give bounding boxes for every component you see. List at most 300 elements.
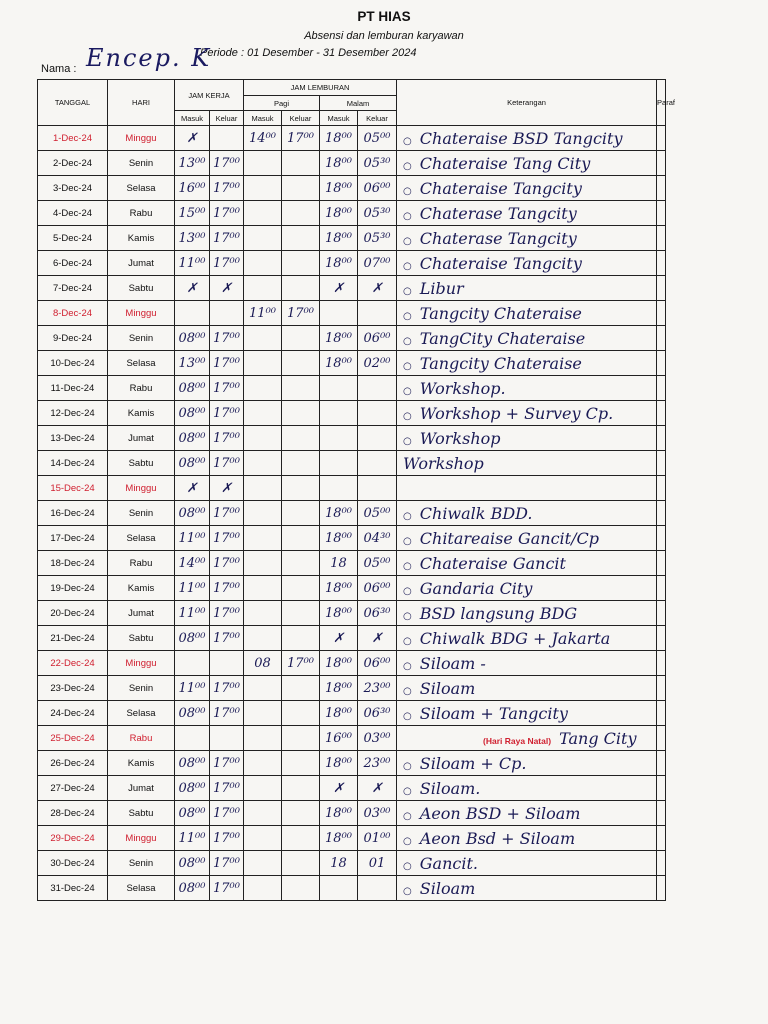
pagi-masuk-cell bbox=[244, 476, 282, 501]
malam-keluar-cell: 05⁰⁰ bbox=[358, 501, 397, 526]
malam-keluar-cell: 06⁰⁰ bbox=[358, 651, 397, 676]
paraf-cell bbox=[657, 226, 666, 251]
paraf-cell bbox=[657, 651, 666, 676]
day-cell: Sabtu bbox=[108, 801, 175, 826]
paraf-cell bbox=[657, 576, 666, 601]
kerja-keluar-cell: 17⁰⁰ bbox=[210, 251, 244, 276]
table-row bbox=[38, 376, 666, 401]
malam-masuk-cell: ✗ bbox=[320, 626, 358, 651]
kerja-masuk-cell: 11⁰⁰ bbox=[175, 601, 210, 626]
malam-masuk-cell: 18⁰⁰ bbox=[320, 526, 358, 551]
malam-keluar-cell: 05⁰⁰ bbox=[358, 126, 397, 151]
table-row bbox=[38, 151, 666, 176]
day-cell: Selasa bbox=[108, 176, 175, 201]
pagi-keluar-cell bbox=[282, 551, 320, 576]
paraf-cell bbox=[657, 151, 666, 176]
bullet-icon: ○ bbox=[403, 210, 412, 222]
day-cell: Minggu bbox=[108, 476, 175, 501]
kerja-keluar-cell: 17⁰⁰ bbox=[210, 551, 244, 576]
bullet-icon: ○ bbox=[403, 185, 412, 197]
pagi-masuk-cell bbox=[244, 701, 282, 726]
keterangan-text: Libur bbox=[419, 278, 464, 298]
malam-masuk-cell bbox=[320, 426, 358, 451]
kerja-masuk-cell: 08⁰⁰ bbox=[175, 451, 210, 476]
malam-masuk-cell: 18⁰⁰ bbox=[320, 126, 358, 151]
keterangan-text: Chateraise BSD Tangcity bbox=[419, 128, 623, 148]
date-cell: 13-Dec-24 bbox=[38, 426, 108, 451]
keterangan-cell bbox=[397, 326, 657, 351]
pagi-masuk-cell bbox=[244, 876, 282, 901]
pagi-keluar-cell bbox=[282, 526, 320, 551]
keterangan-cell bbox=[397, 551, 657, 576]
kerja-masuk-cell: 08⁰⁰ bbox=[175, 701, 210, 726]
keterangan-cell bbox=[397, 701, 657, 726]
paraf-cell bbox=[657, 376, 666, 401]
pagi-keluar-cell bbox=[282, 576, 320, 601]
day-cell: Kamis bbox=[108, 401, 175, 426]
kerja-keluar-cell: 17⁰⁰ bbox=[210, 601, 244, 626]
pagi-masuk-cell bbox=[244, 801, 282, 826]
day-cell: Jumat bbox=[108, 601, 175, 626]
malam-keluar-cell: 06³⁰ bbox=[358, 601, 397, 626]
keterangan-cell bbox=[397, 651, 657, 676]
malam-keluar-cell: 03⁰⁰ bbox=[358, 726, 397, 751]
keterangan-text: Chateraise Tang City bbox=[419, 153, 591, 173]
date-cell: 27-Dec-24 bbox=[38, 776, 108, 801]
malam-keluar-cell: 06⁰⁰ bbox=[358, 176, 397, 201]
keterangan-text: Siloam bbox=[419, 878, 476, 898]
malam-keluar-cell: 04³⁰ bbox=[358, 526, 397, 551]
keterangan-cell bbox=[397, 801, 657, 826]
day-cell: Rabu bbox=[108, 376, 175, 401]
pagi-masuk-cell bbox=[244, 351, 282, 376]
paraf-cell bbox=[657, 801, 666, 826]
keterangan-text: Chateraise Gancit bbox=[419, 553, 566, 573]
date-cell: 11-Dec-24 bbox=[38, 376, 108, 401]
malam-keluar-cell: 05³⁰ bbox=[358, 226, 397, 251]
table-row bbox=[38, 551, 666, 576]
header-malam-keluar: Keluar bbox=[358, 111, 397, 126]
pagi-keluar-cell bbox=[282, 501, 320, 526]
pagi-masuk-cell bbox=[244, 451, 282, 476]
pagi-keluar-cell bbox=[282, 226, 320, 251]
day-cell: Senin bbox=[108, 151, 175, 176]
table-row bbox=[38, 626, 666, 651]
table-row bbox=[38, 476, 666, 501]
date-cell: 6-Dec-24 bbox=[38, 251, 108, 276]
kerja-masuk-cell bbox=[175, 651, 210, 676]
company-title: PT HIAS bbox=[357, 9, 411, 24]
keterangan-cell bbox=[397, 826, 657, 851]
pagi-masuk-cell bbox=[244, 826, 282, 851]
malam-masuk-cell: 18⁰⁰ bbox=[320, 501, 358, 526]
pagi-masuk-cell bbox=[244, 576, 282, 601]
day-cell: Senin bbox=[108, 326, 175, 351]
date-cell: 31-Dec-24 bbox=[38, 876, 108, 901]
table-row bbox=[38, 851, 666, 876]
day-cell: Jumat bbox=[108, 251, 175, 276]
keterangan-cell bbox=[397, 601, 657, 626]
day-cell: Selasa bbox=[108, 876, 175, 901]
day-cell: Rabu bbox=[108, 726, 175, 751]
kerja-masuk-cell bbox=[175, 301, 210, 326]
malam-masuk-cell: 18⁰⁰ bbox=[320, 826, 358, 851]
pagi-keluar-cell bbox=[282, 151, 320, 176]
kerja-masuk-cell: 08⁰⁰ bbox=[175, 851, 210, 876]
bullet-icon: ○ bbox=[403, 810, 412, 822]
malam-masuk-cell: 18⁰⁰ bbox=[320, 201, 358, 226]
keterangan-text: TangCity Chateraise bbox=[419, 328, 586, 348]
day-cell: Kamis bbox=[108, 576, 175, 601]
keterangan-text: Chaterase Tangcity bbox=[419, 228, 577, 248]
table-row bbox=[38, 326, 666, 351]
pagi-keluar-cell bbox=[282, 451, 320, 476]
malam-masuk-cell: 18⁰⁰ bbox=[320, 576, 358, 601]
day-cell: Jumat bbox=[108, 426, 175, 451]
keterangan-text: Tangcity Chateraise bbox=[419, 353, 582, 373]
table-row bbox=[38, 526, 666, 551]
kerja-keluar-cell: 17⁰⁰ bbox=[210, 626, 244, 651]
paraf-cell bbox=[657, 776, 666, 801]
keterangan-text: Tangcity Chateraise bbox=[419, 303, 582, 323]
holiday-note: (Hari Raya Natal) bbox=[483, 735, 552, 746]
pagi-masuk-cell bbox=[244, 251, 282, 276]
keterangan-text: Tang City bbox=[559, 728, 637, 748]
day-cell: Kamis bbox=[108, 751, 175, 776]
table-row bbox=[38, 776, 666, 801]
pagi-masuk-cell bbox=[244, 776, 282, 801]
bullet-icon: ○ bbox=[403, 660, 412, 672]
pagi-masuk-cell bbox=[244, 601, 282, 626]
kerja-masuk-cell: ✗ bbox=[175, 276, 210, 301]
bullet-icon: ○ bbox=[403, 560, 412, 572]
date-cell: 19-Dec-24 bbox=[38, 576, 108, 601]
kerja-keluar-cell: 17⁰⁰ bbox=[210, 751, 244, 776]
malam-masuk-cell bbox=[320, 401, 358, 426]
paraf-cell bbox=[657, 851, 666, 876]
kerja-keluar-cell: 17⁰⁰ bbox=[210, 326, 244, 351]
malam-keluar-cell bbox=[358, 451, 397, 476]
keterangan-text: Workshop. bbox=[419, 378, 506, 398]
pagi-keluar-cell bbox=[282, 626, 320, 651]
paraf-cell bbox=[657, 326, 666, 351]
keterangan-text: Gancit. bbox=[419, 853, 478, 873]
date-cell: 17-Dec-24 bbox=[38, 526, 108, 551]
kerja-masuk-cell bbox=[175, 726, 210, 751]
malam-masuk-cell: 18⁰⁰ bbox=[320, 701, 358, 726]
malam-masuk-cell: 18⁰⁰ bbox=[320, 351, 358, 376]
pagi-keluar-cell bbox=[282, 851, 320, 876]
pagi-keluar-cell bbox=[282, 351, 320, 376]
header-jam-kerja: JAM KERJA bbox=[175, 80, 244, 111]
attendance-table bbox=[37, 79, 675, 901]
day-cell: Rabu bbox=[108, 201, 175, 226]
paraf-cell bbox=[657, 826, 666, 851]
keterangan-cell bbox=[397, 401, 657, 426]
malam-keluar-cell: 05⁰⁰ bbox=[358, 551, 397, 576]
kerja-masuk-cell: 11⁰⁰ bbox=[175, 826, 210, 851]
malam-masuk-cell: 18⁰⁰ bbox=[320, 176, 358, 201]
day-cell: Minggu bbox=[108, 126, 175, 151]
bullet-icon: ○ bbox=[403, 860, 412, 872]
malam-masuk-cell: 18 bbox=[320, 851, 358, 876]
kerja-keluar-cell: 17⁰⁰ bbox=[210, 151, 244, 176]
pagi-masuk-cell bbox=[244, 726, 282, 751]
date-cell: 29-Dec-24 bbox=[38, 826, 108, 851]
date-cell: 12-Dec-24 bbox=[38, 401, 108, 426]
malam-keluar-cell: 05³⁰ bbox=[358, 151, 397, 176]
kerja-keluar-cell bbox=[210, 726, 244, 751]
keterangan-cell bbox=[397, 526, 657, 551]
day-cell: Selasa bbox=[108, 526, 175, 551]
date-cell: 25-Dec-24 bbox=[38, 726, 108, 751]
pagi-keluar-cell bbox=[282, 751, 320, 776]
header-paraf: Paraf bbox=[657, 80, 666, 126]
kerja-masuk-cell: 08⁰⁰ bbox=[175, 626, 210, 651]
kerja-masuk-cell: 08⁰⁰ bbox=[175, 776, 210, 801]
table-row bbox=[38, 451, 666, 476]
pagi-keluar-cell: 17⁰⁰ bbox=[282, 651, 320, 676]
kerja-keluar-cell bbox=[210, 301, 244, 326]
bullet-icon: ○ bbox=[403, 260, 412, 272]
header-malam-masuk: Masuk bbox=[320, 111, 358, 126]
malam-keluar-cell: 02⁰⁰ bbox=[358, 351, 397, 376]
table-row bbox=[38, 701, 666, 726]
bullet-icon: ○ bbox=[403, 285, 412, 297]
kerja-masuk-cell: 15⁰⁰ bbox=[175, 201, 210, 226]
day-cell: Minggu bbox=[108, 826, 175, 851]
table-row bbox=[38, 826, 666, 851]
paraf-cell bbox=[657, 701, 666, 726]
malam-keluar-cell bbox=[358, 301, 397, 326]
day-cell: Senin bbox=[108, 501, 175, 526]
malam-keluar-cell: 01 bbox=[358, 851, 397, 876]
date-cell: 24-Dec-24 bbox=[38, 701, 108, 726]
paraf-cell bbox=[657, 301, 666, 326]
malam-masuk-cell: ✗ bbox=[320, 276, 358, 301]
pagi-masuk-cell bbox=[244, 426, 282, 451]
keterangan-cell bbox=[397, 126, 657, 151]
keterangan-cell bbox=[397, 251, 657, 276]
bullet-icon: ○ bbox=[403, 635, 412, 647]
bullet-icon: ○ bbox=[403, 435, 412, 447]
table-row bbox=[38, 226, 666, 251]
date-cell: 3-Dec-24 bbox=[38, 176, 108, 201]
pagi-masuk-cell bbox=[244, 551, 282, 576]
table-row bbox=[38, 301, 666, 326]
date-cell: 10-Dec-24 bbox=[38, 351, 108, 376]
keterangan-cell bbox=[397, 426, 657, 451]
kerja-keluar-cell: 17⁰⁰ bbox=[210, 851, 244, 876]
malam-masuk-cell: 18 bbox=[320, 551, 358, 576]
day-cell: Senin bbox=[108, 851, 175, 876]
pagi-keluar-cell bbox=[282, 201, 320, 226]
malam-keluar-cell: 06⁰⁰ bbox=[358, 326, 397, 351]
keterangan-cell bbox=[397, 751, 657, 776]
malam-keluar-cell: 03⁰⁰ bbox=[358, 801, 397, 826]
day-cell: Selasa bbox=[108, 351, 175, 376]
date-cell: 26-Dec-24 bbox=[38, 751, 108, 776]
keterangan-cell bbox=[397, 576, 657, 601]
kerja-masuk-cell: 11⁰⁰ bbox=[175, 526, 210, 551]
paraf-cell bbox=[657, 201, 666, 226]
paraf-cell bbox=[657, 501, 666, 526]
bullet-icon: ○ bbox=[403, 685, 412, 697]
malam-masuk-cell bbox=[320, 301, 358, 326]
paraf-cell bbox=[657, 126, 666, 151]
keterangan-cell bbox=[397, 876, 657, 901]
paraf-cell bbox=[657, 276, 666, 301]
bullet-icon: ○ bbox=[403, 310, 412, 322]
pagi-masuk-cell bbox=[244, 326, 282, 351]
pagi-keluar-cell bbox=[282, 676, 320, 701]
header-pagi-keluar: Keluar bbox=[282, 111, 320, 126]
pagi-masuk-cell bbox=[244, 276, 282, 301]
malam-keluar-cell: 05³⁰ bbox=[358, 201, 397, 226]
kerja-masuk-cell: 11⁰⁰ bbox=[175, 251, 210, 276]
paraf-cell bbox=[657, 751, 666, 776]
date-cell: 20-Dec-24 bbox=[38, 601, 108, 626]
table-row bbox=[38, 201, 666, 226]
kerja-keluar-cell: 17⁰⁰ bbox=[210, 401, 244, 426]
pagi-keluar-cell bbox=[282, 476, 320, 501]
kerja-keluar-cell: 17⁰⁰ bbox=[210, 201, 244, 226]
malam-keluar-cell: ✗ bbox=[358, 276, 397, 301]
pagi-keluar-cell bbox=[282, 401, 320, 426]
malam-masuk-cell: 18⁰⁰ bbox=[320, 226, 358, 251]
kerja-keluar-cell: 17⁰⁰ bbox=[210, 226, 244, 251]
kerja-masuk-cell: ✗ bbox=[175, 476, 210, 501]
kerja-masuk-cell: 11⁰⁰ bbox=[175, 576, 210, 601]
table-row bbox=[38, 576, 666, 601]
malam-keluar-cell: 23⁰⁰ bbox=[358, 676, 397, 701]
kerja-keluar-cell: 17⁰⁰ bbox=[210, 826, 244, 851]
pagi-masuk-cell bbox=[244, 501, 282, 526]
malam-masuk-cell: 18⁰⁰ bbox=[320, 151, 358, 176]
malam-masuk-cell bbox=[320, 876, 358, 901]
kerja-masuk-cell: 08⁰⁰ bbox=[175, 326, 210, 351]
date-cell: 9-Dec-24 bbox=[38, 326, 108, 351]
day-cell: Jumat bbox=[108, 776, 175, 801]
keterangan-text: Chitareaise Gancit/Cp bbox=[419, 528, 599, 548]
pagi-keluar-cell bbox=[282, 326, 320, 351]
keterangan-text: Siloam. bbox=[419, 778, 481, 798]
date-cell: 30-Dec-24 bbox=[38, 851, 108, 876]
paraf-cell bbox=[657, 401, 666, 426]
day-cell: Sabtu bbox=[108, 626, 175, 651]
bullet-icon: ○ bbox=[403, 510, 412, 522]
malam-keluar-cell: 01⁰⁰ bbox=[358, 826, 397, 851]
date-cell: 23-Dec-24 bbox=[38, 676, 108, 701]
table-row bbox=[38, 426, 666, 451]
pagi-masuk-cell bbox=[244, 526, 282, 551]
pagi-masuk-cell: 11⁰⁰ bbox=[244, 301, 282, 326]
paraf-cell bbox=[657, 676, 666, 701]
kerja-keluar-cell: 17⁰⁰ bbox=[210, 451, 244, 476]
keterangan-text: Workshop bbox=[419, 428, 501, 448]
keterangan-cell bbox=[397, 851, 657, 876]
day-cell: Rabu bbox=[108, 551, 175, 576]
header-malam: Malam bbox=[320, 96, 397, 111]
paraf-cell bbox=[657, 526, 666, 551]
pagi-keluar-cell bbox=[282, 776, 320, 801]
table-row bbox=[38, 876, 666, 901]
day-cell: Selasa bbox=[108, 701, 175, 726]
pagi-keluar-cell: 17⁰⁰ bbox=[282, 301, 320, 326]
paraf-cell bbox=[657, 351, 666, 376]
keterangan-cell bbox=[397, 451, 657, 476]
keterangan-cell bbox=[397, 626, 657, 651]
malam-masuk-cell: 18⁰⁰ bbox=[320, 601, 358, 626]
pagi-masuk-cell bbox=[244, 376, 282, 401]
date-cell: 5-Dec-24 bbox=[38, 226, 108, 251]
kerja-keluar-cell: 17⁰⁰ bbox=[210, 701, 244, 726]
malam-masuk-cell: 16⁰⁰ bbox=[320, 726, 358, 751]
malam-keluar-cell bbox=[358, 476, 397, 501]
bullet-icon: ○ bbox=[403, 135, 412, 147]
date-cell: 21-Dec-24 bbox=[38, 626, 108, 651]
keterangan-text: Chaterase Tangcity bbox=[419, 203, 577, 223]
pagi-keluar-cell bbox=[282, 276, 320, 301]
date-cell: 16-Dec-24 bbox=[38, 501, 108, 526]
keterangan-text: Gandaria City bbox=[419, 578, 533, 598]
malam-keluar-cell: ✗ bbox=[358, 776, 397, 801]
keterangan-cell bbox=[397, 676, 657, 701]
malam-masuk-cell bbox=[320, 376, 358, 401]
keterangan-text: BSD langsung BDG bbox=[419, 603, 578, 623]
malam-masuk-cell: 18⁰⁰ bbox=[320, 676, 358, 701]
name-label: Nama : bbox=[41, 63, 77, 75]
pagi-keluar-cell bbox=[282, 801, 320, 826]
keterangan-cell bbox=[397, 151, 657, 176]
bullet-icon: ○ bbox=[403, 235, 412, 247]
keterangan-cell bbox=[397, 501, 657, 526]
paraf-cell bbox=[657, 251, 666, 276]
table-row bbox=[38, 126, 666, 151]
kerja-keluar-cell: 17⁰⁰ bbox=[210, 576, 244, 601]
keterangan-text: Siloam - bbox=[419, 653, 486, 673]
kerja-keluar-cell bbox=[210, 126, 244, 151]
keterangan-text: Workshop bbox=[403, 453, 484, 473]
day-cell: Minggu bbox=[108, 301, 175, 326]
pagi-masuk-cell bbox=[244, 226, 282, 251]
kerja-masuk-cell: ✗ bbox=[175, 126, 210, 151]
pagi-keluar-cell bbox=[282, 701, 320, 726]
keterangan-text: Chateraise Tangcity bbox=[419, 253, 582, 273]
keterangan-text: Siloam + Tangcity bbox=[419, 703, 568, 723]
date-cell: 1-Dec-24 bbox=[38, 126, 108, 151]
pagi-keluar-cell bbox=[282, 826, 320, 851]
table-row bbox=[38, 251, 666, 276]
header-tanggal: TANGGAL bbox=[38, 80, 108, 126]
bullet-icon: ○ bbox=[403, 835, 412, 847]
date-cell: 7-Dec-24 bbox=[38, 276, 108, 301]
day-cell: Kamis bbox=[108, 226, 175, 251]
pagi-masuk-cell: 14⁰⁰ bbox=[244, 126, 282, 151]
kerja-masuk-cell: 14⁰⁰ bbox=[175, 551, 210, 576]
kerja-keluar-cell: 17⁰⁰ bbox=[210, 376, 244, 401]
malam-keluar-cell bbox=[358, 426, 397, 451]
keterangan-cell bbox=[397, 226, 657, 251]
table-row bbox=[38, 651, 666, 676]
kerja-masuk-cell: 08⁰⁰ bbox=[175, 751, 210, 776]
malam-masuk-cell: ✗ bbox=[320, 776, 358, 801]
bullet-icon: ○ bbox=[403, 885, 412, 897]
table-row bbox=[38, 276, 666, 301]
bullet-icon: ○ bbox=[403, 760, 412, 772]
keterangan-text: Chiwalk BDD. bbox=[419, 503, 533, 523]
table-row bbox=[38, 601, 666, 626]
